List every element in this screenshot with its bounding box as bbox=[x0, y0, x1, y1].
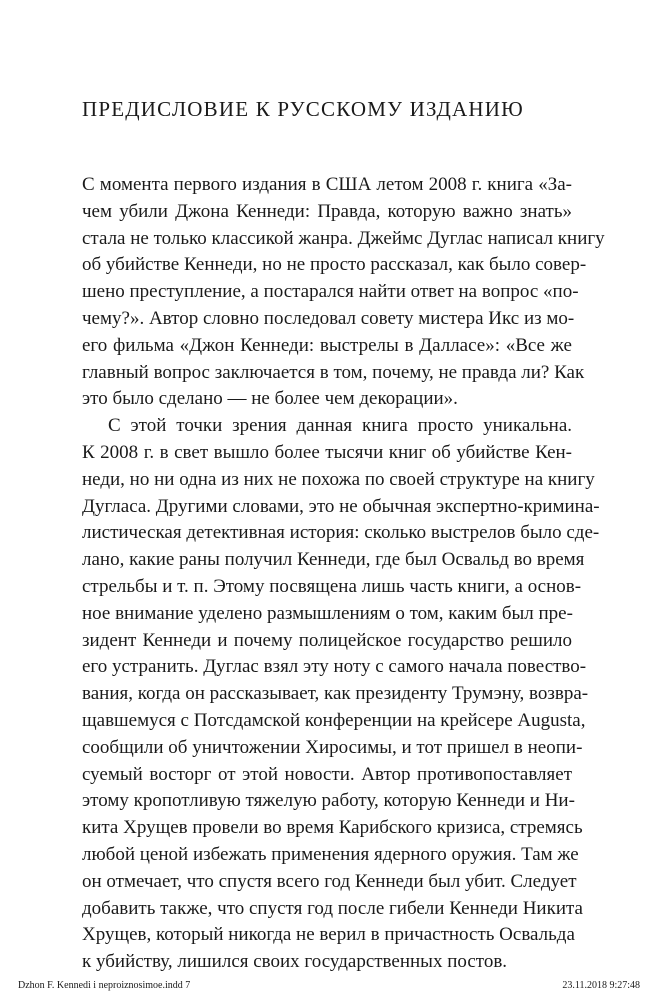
footer-filename: Dzhon F. Kennedi i neproiznosimoe.indd 7 bbox=[18, 980, 191, 991]
text-line: его фильма «Джон Кеннеди: выстрелы в Далласе»: «Все же bbox=[82, 334, 572, 356]
text-line: об убийстве Кеннеди, но не просто рассказал, как было совер- bbox=[82, 254, 587, 276]
text-line: С момента первого издания в США летом 2008 г. книга «За- bbox=[82, 174, 572, 195]
text-line: суемый восторг от этой новости. Автор противопоставляет bbox=[82, 763, 572, 785]
text-line: Хрущев, который никогда не верил в причастность Освальда bbox=[82, 924, 575, 946]
text-line: ное внимание уделено размышлениям о том, каким был пре- bbox=[82, 602, 573, 624]
text-line: листическая детективная история: сколько выстрелов было сде- bbox=[82, 522, 600, 544]
text-line: к убийству, лишился своих государственных постов. bbox=[82, 951, 508, 973]
footer-timestamp: 23.11.2018 9:27:48 bbox=[562, 980, 640, 991]
text-line: шено преступление, а постарался найти ответ на вопрос «по- bbox=[82, 281, 579, 303]
text-line: стрельбы и т. п. Этому посвящена лишь часть книги, а основ- bbox=[82, 575, 582, 597]
paragraph-1 bbox=[82, 172, 605, 413]
text-line: добавить также, что спустя год после гибели Кеннеди Никита bbox=[82, 897, 583, 919]
text-line: чем убили Джона Кеннеди: Правда, которую важно знать» bbox=[82, 200, 572, 222]
paragraph-2 bbox=[82, 413, 600, 976]
text-line: чему?». Автор словно последовал совету мистера Икс из мо- bbox=[82, 307, 575, 329]
text-line: любой ценой избежать применения ядерного оружия. Там же bbox=[82, 843, 579, 865]
text-line: этому кропотливую тяжелую работу, которую Кеннеди и Ни- bbox=[82, 790, 575, 812]
text-line: неди, но ни одна из них не похожа по своей структуре на книгу bbox=[82, 468, 595, 490]
text-line: это было сделано — не более чем декорации». bbox=[82, 388, 458, 410]
text-line: К 2008 г. в свет вышло более тысячи книг об убийстве Кен- bbox=[82, 441, 572, 463]
text-line: его устранить. Дуглас взял эту ноту с самого начала повество- bbox=[82, 656, 587, 678]
body-text bbox=[82, 172, 605, 976]
text-line: кита Хрущев провели во время Карибского кризиса, стремясь bbox=[82, 817, 583, 839]
text-line: сообщили об уничтожении Хиросимы, и тот пришел в неопи- bbox=[82, 736, 583, 758]
text-line: щавшемуся с Потсдамской конференции на крейсере Augusta, bbox=[82, 709, 586, 731]
text-line: лано, какие раны получил Кеннеди, где был Освальд во время bbox=[82, 549, 585, 571]
text-line: стала не только классикой жанра. Джеймс Дуглас написал книгу bbox=[82, 227, 605, 249]
text-line: зидент Кеннеди и почему полицейское государство решило bbox=[82, 629, 572, 651]
text-line: Дугласа. Другими словами, это не обычная экспертно-кримина- bbox=[82, 495, 600, 517]
text-line: главный вопрос заключается в том, почему, не правда ли? Как bbox=[82, 361, 585, 383]
text-line: вания, когда он рассказывает, как президенту Трумэну, возвра- bbox=[82, 683, 589, 705]
text-line: С этой точки зрения данная книга просто уникальна. bbox=[108, 415, 572, 437]
chapter-heading: ПРЕДИСЛОВИЕ К РУССКОМУ ИЗДАНИЮ bbox=[82, 97, 524, 121]
text-line: он отмечает, что спустя всего год Кеннеди был убит. Следует bbox=[82, 870, 577, 892]
